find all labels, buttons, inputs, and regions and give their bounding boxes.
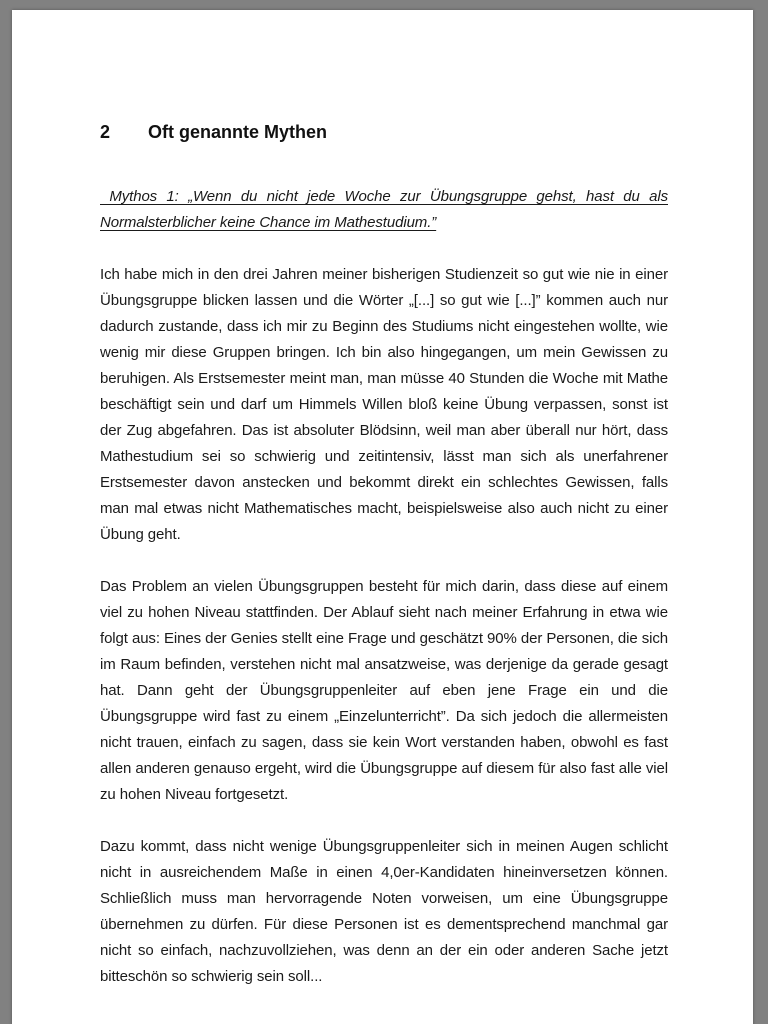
body-paragraph: Ich habe mich in den drei Jahren meiner bisherigen Studienzeit so gut wie nie in einer Übungsgruppe blicken lassen und die Wörter „[...] so gut wie [...]” kommen auch nur dadurch zustande, dass ich mir zu Beginn des Studiums nicht eingestehen wollte, wie wenig mir diese Gruppen bringen. Ich bin also hingegangen, um mein Gewissen zu beruhigen. Als Erstsemester meint man, man müsse 40 Stunden die Woche mit Mathe beschäftigt sein und darf um Himmels Willen bloß keine Übung verpassen, sonst ist der Zug abgefahren. Das ist absoluter Blödsinn, weil man aber überall nur hört, dass Mathestudium sei so schwierig und zeitintensiv, lässt man sich als unerfahrener Erstsemester davon anstecken und bekommt direkt ein schlechtes Gewissen, falls man mal etwas nicht Mathematisches macht, beispielsweise also auch nicht zu einer Übung geht. <box>100 266 668 543</box>
section-number: 2 <box>100 122 111 142</box>
section-title: Oft genannte Mythen <box>148 122 327 142</box>
document-page <box>12 10 753 1024</box>
section-heading <box>100 10 668 144</box>
body-paragraph: Das Problem an vielen Übungsgruppen besteht für mich darin, dass diese auf einem viel zu hohen Niveau stattfinden. Der Ablauf sieht nach meiner Erfahrung in etwa wie folgt aus: Eines der Genies stellt eine Frage und geschätzt 90% der Personen, die sich im Raum befinden, verstehen nicht mal ansatzweise, was derjenige da gerade gesagt hat. Dann geht der Übungsgruppenleiter auf eben jene Frage ein und die Übungsgruppe wird fast zu einem „Einzelunterricht”. Da sich jedoch die allermeisten nicht trauen, einfach zu sagen, dass sie kein Wort verstanden haben, obwohl es fast allen anderen genauso ergeht, wird die Übungsgruppe auf diesem für also fast alle viel zu hohen Niveau fortgesetzt. <box>100 578 668 803</box>
page-content <box>12 10 753 990</box>
myth-statement: Mythos 1: „Wenn du nicht jede Woche zur Übungsgruppe gehst, hast du als Normalsterblicher keine Chance im Mathestudium.” <box>100 188 668 231</box>
body-paragraph: Dazu kommt, dass nicht wenige Übungsgruppenleiter sich in meinen Augen schlicht nicht in ausreichendem Maße in einen 4,0er-Kandidaten hineinversetzen können. Schließlich muss man hervorragende Noten vorweisen, um eine Übungsgruppe übernehmen zu dürfen. Für diese Personen ist es dementsprechend manchmal gar nicht so einfach, nachzuvollziehen, was denn an der ein oder anderen Sache jetzt bitteschön so schwierig sein soll... <box>100 838 668 985</box>
